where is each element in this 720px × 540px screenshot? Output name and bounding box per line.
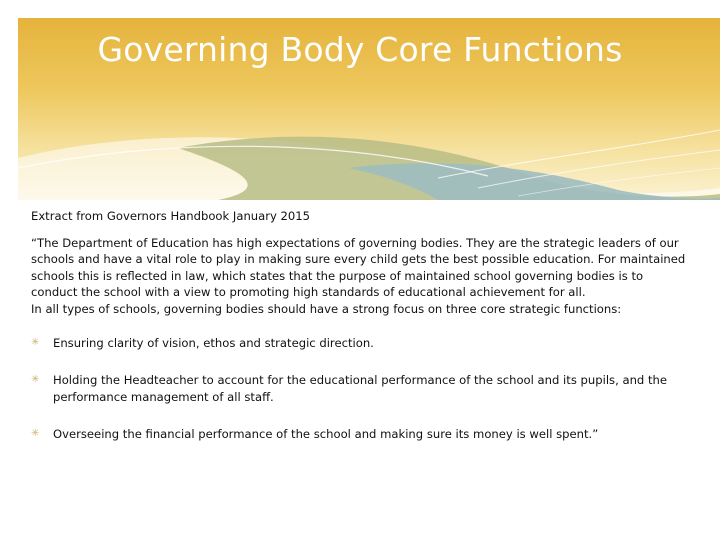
star-bullet-icon: ✳ — [31, 428, 40, 440]
list-item — [31, 372, 691, 405]
quote-paragraph: “The Department of Education has high expectations of governing bodies. They are the strategic leaders of our schools and have a vital role to play in making sure every child gets the best possible education. For maintained schools this is reflected in law, which states that the purpose of maintained school governing bodies is to conduct the school with a view to promoting high standards of educational achievement for all. — [31, 235, 686, 300]
bullet-text: Ensuring clarity of vision, ethos and strategic direction. — [53, 335, 374, 350]
intro-line: In all types of schools, governing bodies should have a strong focus on three core strategic functions: — [31, 301, 622, 316]
list-item — [31, 335, 691, 352]
quote-block — [31, 235, 691, 318]
bullet-text: Overseeing the financial performance of the school and making sure its money is well spent.” — [53, 427, 599, 442]
slide-body — [31, 208, 691, 464]
star-bullet-icon: ✳ — [31, 374, 40, 386]
list-item — [31, 426, 691, 443]
bullet-list — [31, 335, 691, 443]
extract-line: Extract from Governors Handbook January 2015 — [31, 209, 311, 223]
page-title: Governing Body Core Functions — [97, 30, 623, 69]
bullet-text: Holding the Headteacher to account for the educational performance of the school and its pupils, and the performance management of all staff. — [53, 373, 667, 404]
star-bullet-icon: ✳ — [31, 336, 40, 348]
